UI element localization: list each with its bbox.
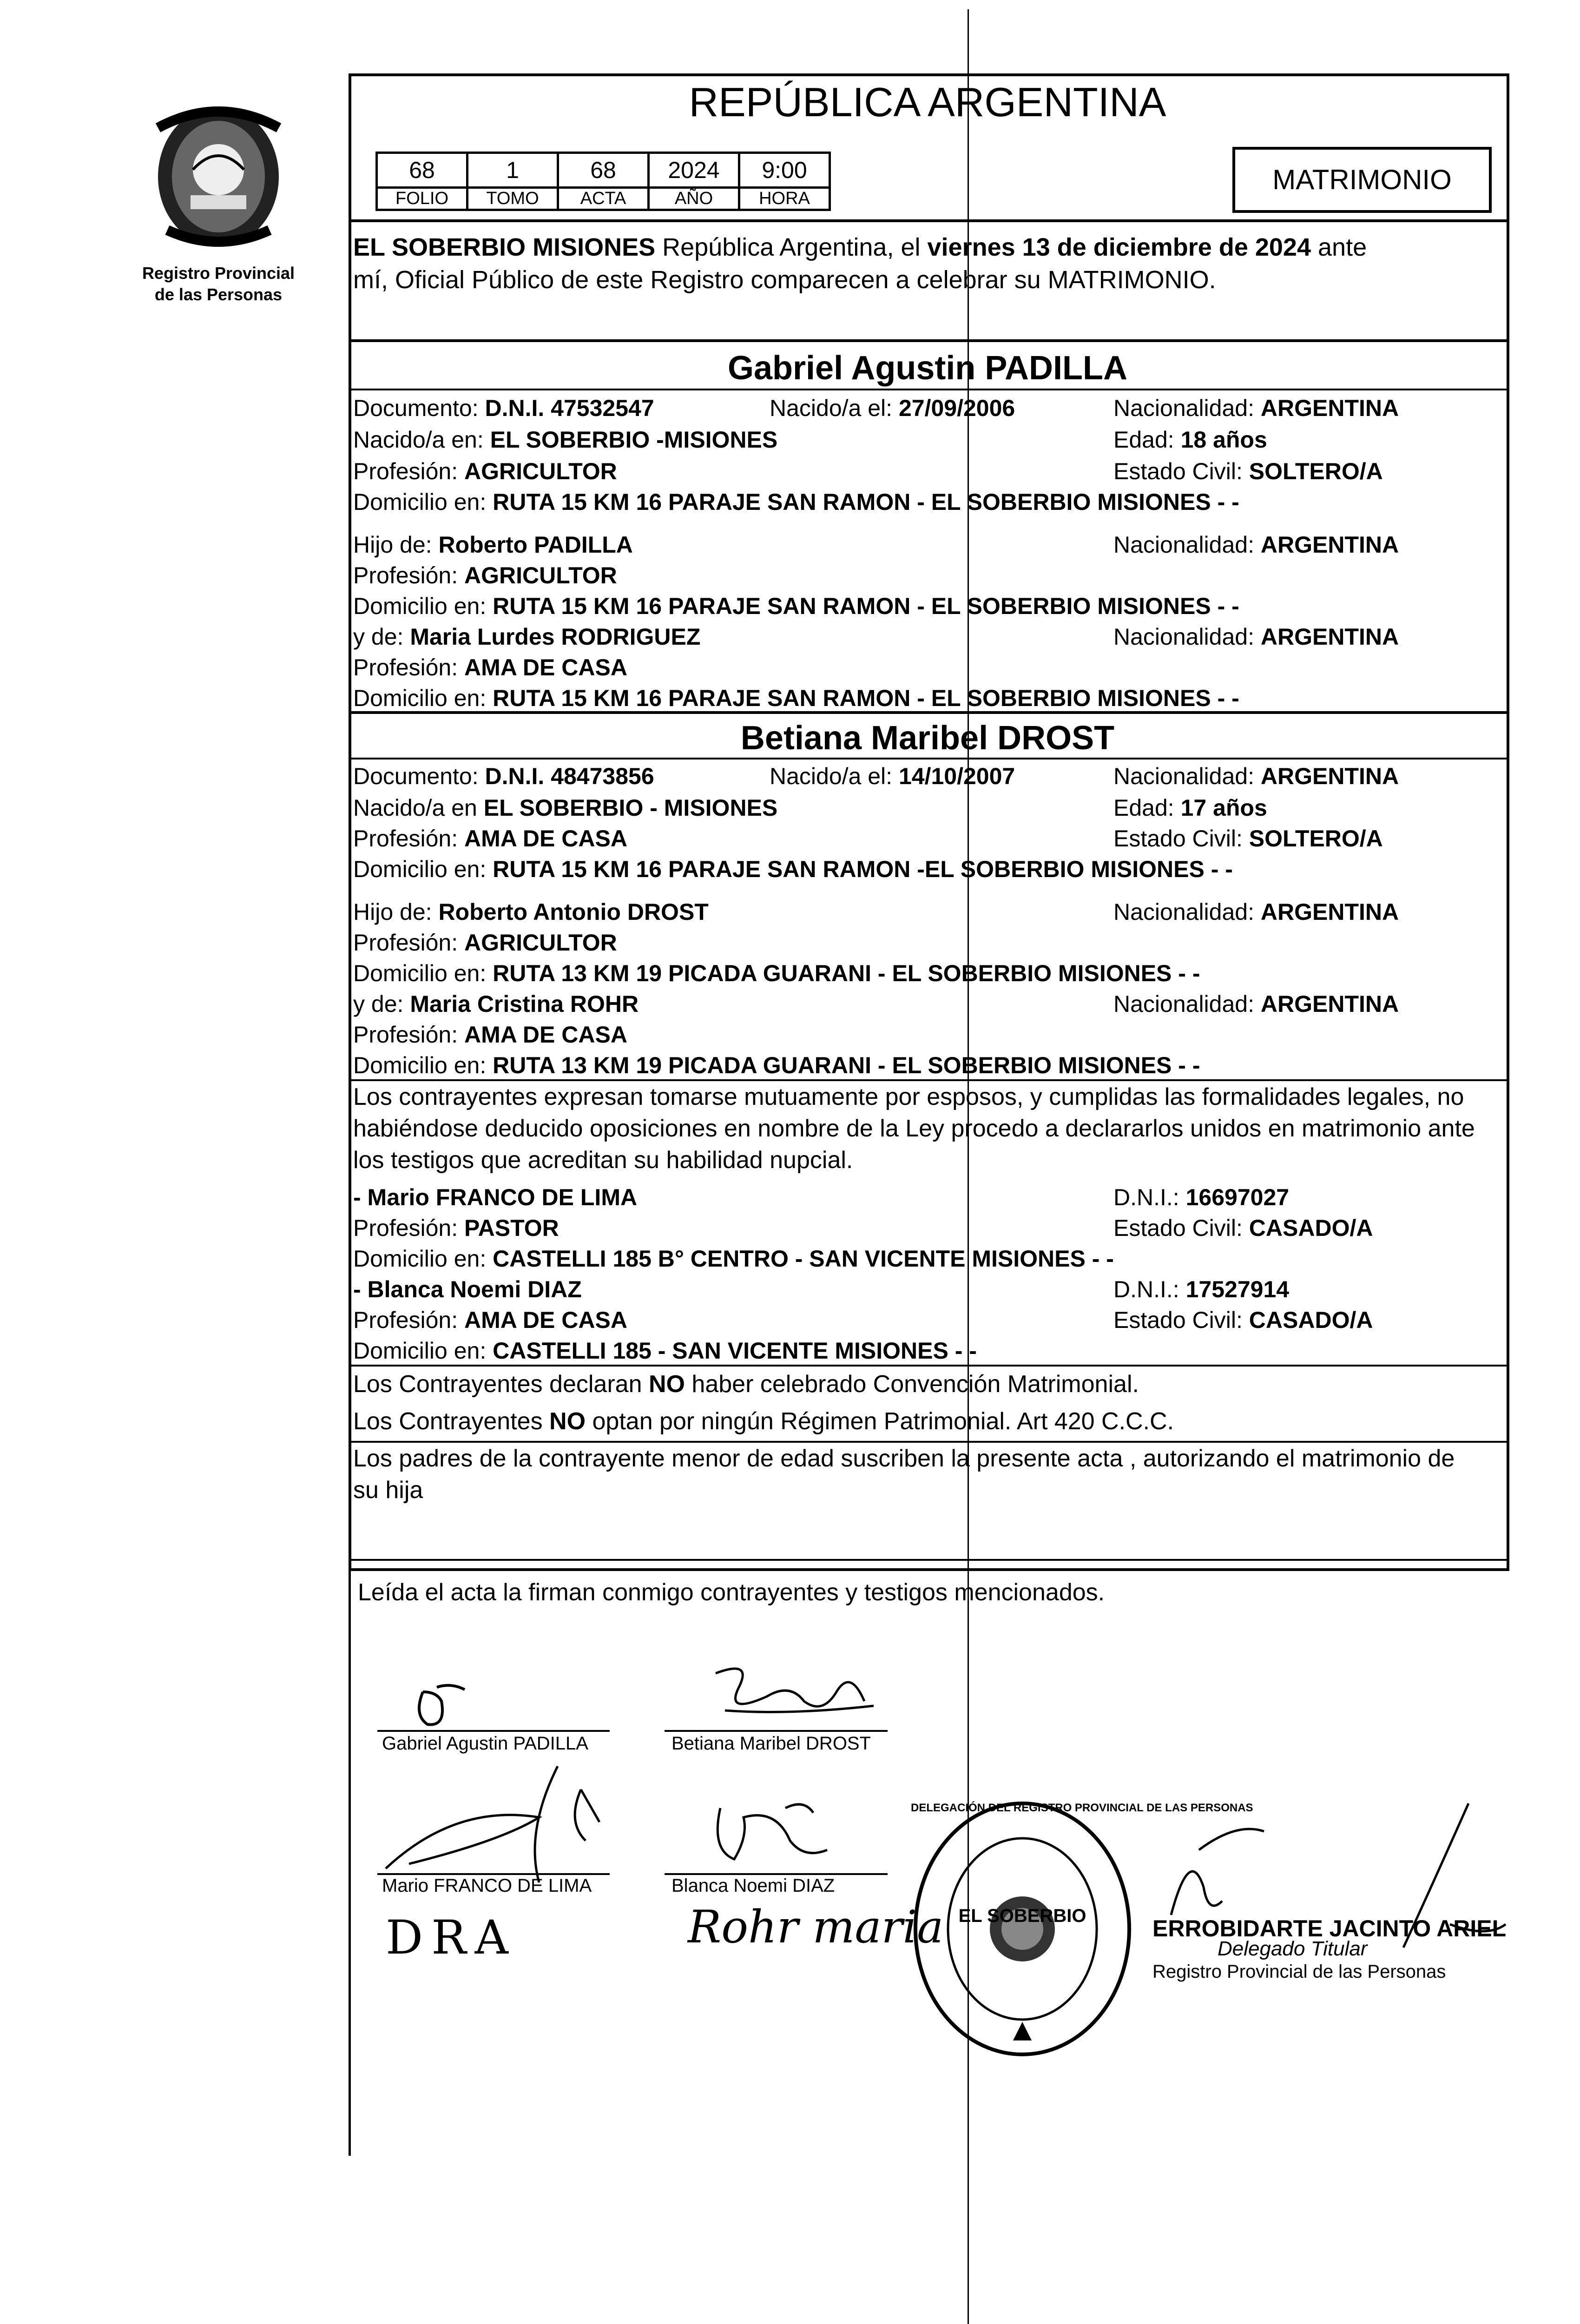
bride-nat-label: Nacionalidad: [1113, 763, 1254, 789]
intro-date: viernes 13 de diciembre de 2024 [927, 233, 1311, 261]
groom-born-in: EL SOBERBIO -MISIONES [490, 427, 778, 453]
folio-value: 68 [377, 153, 467, 188]
official-title: Delegado Titular [1218, 1937, 1368, 1960]
witness1-job-label: Profesión: [353, 1215, 458, 1241]
groom-father-addr-label: Domicilio en: [353, 593, 487, 619]
closing-top-divider [349, 1559, 1507, 1561]
groom-age: 18 años [1180, 427, 1267, 453]
acta-value: 68 [558, 153, 649, 188]
bride-addr: RUTA 15 KM 16 PARAJE SAN RAMON -EL SOBERBIO MISIONES - - [493, 856, 1233, 882]
intro-place: EL SOBERBIO MISIONES [353, 233, 656, 261]
regime-no1: NO [648, 1371, 685, 1398]
registry-label [125, 263, 311, 305]
witness1-civil-label: Estado Civil: [1113, 1215, 1243, 1241]
groom-mother-job-label: Profesión: [353, 654, 458, 680]
bride-mother: Maria Cristina ROHR [410, 991, 639, 1017]
witness1-signature [362, 1748, 688, 1887]
bride-born-in-label: Nacido/a en [353, 795, 477, 821]
witness2-dni-row [1113, 1275, 1289, 1303]
bride-born-in-row [353, 794, 777, 822]
bride-father: Roberto Antonio DROST [438, 899, 709, 925]
bride-mother-addr-label: Domicilio en: [353, 1052, 487, 1078]
bride-born-in: EL SOBERBIO - MISIONES [483, 795, 778, 821]
province-seal-icon [139, 100, 297, 253]
anio-value: 2024 [649, 153, 739, 188]
witness1-dni-label: D.N.I.: [1113, 1184, 1179, 1210]
groom-job-row [353, 457, 617, 485]
bride-civil-label: Estado Civil: [1113, 825, 1243, 852]
parents-note-line1: Los padres de la contrayente menor de edad suscriben la presente acta , autorizando el matrimonio de [353, 1445, 1455, 1472]
bride-born-on-label: Nacido/a el: [770, 763, 893, 789]
witness1-addr: CASTELLI 185 B° CENTRO - SAN VICENTE MISIONES - - [493, 1246, 1114, 1272]
groom-father-job-label: Profesión: [353, 562, 458, 588]
bride-mother-job: AMA DE CASA [464, 1022, 627, 1048]
acta-label: ACTA [558, 188, 649, 210]
groom-civil-row [1113, 457, 1383, 485]
groom-job-label: Profesión: [353, 458, 458, 484]
groom-father-job: AGRICULTOR [464, 562, 617, 588]
bride-mother-label: y de: [353, 991, 404, 1017]
bride-job-row [353, 825, 627, 852]
groom-addr-row [353, 488, 1239, 516]
witness2-dni-label: D.N.I.: [1113, 1276, 1179, 1302]
witness2-name: - Blanca Noemi DIAZ [353, 1276, 582, 1302]
hora-value: 9:00 [739, 153, 830, 188]
bride-top-divider [349, 711, 1507, 714]
witness1-job-row [353, 1214, 559, 1242]
groom-born-in-row [353, 426, 777, 454]
regime-pre2: Los Contrayentes [353, 1408, 543, 1435]
witness2-addr-row [353, 1337, 977, 1365]
groom-father-label: Hijo de: [353, 532, 432, 558]
witness2-dni: 17527914 [1185, 1276, 1290, 1302]
groom-born-on-label: Nacido/a el: [770, 395, 893, 421]
registry-stamp [911, 1799, 1253, 2059]
regime-line1-post: haber celebrado Convención Matrimonial. [691, 1371, 1139, 1398]
witness1-dni: 16697027 [1185, 1184, 1290, 1210]
bride-job: AMA DE CASA [464, 825, 627, 852]
witness1-name: - Mario FRANCO DE LIMA [353, 1184, 638, 1210]
witness2-civil-row [1113, 1306, 1373, 1334]
groom-age-row [1113, 426, 1267, 454]
groom-mother-addr: RUTA 15 KM 16 PARAJE SAN RAMON - EL SOBERBIO MISIONES - - [493, 685, 1239, 711]
groom-signature [409, 1673, 474, 1734]
stamp-ring-text: DELEGACIÓN DEL REGISTRO PROVINCIAL DE LAS PERSONAS [911, 1802, 1253, 1814]
witness1-dni-row [1113, 1183, 1289, 1211]
header-divider [349, 219, 1507, 222]
bride-mother-nat-label: Nacionalidad: [1113, 991, 1254, 1017]
groom-mother-row [353, 623, 700, 651]
bride-father-job-label: Profesión: [353, 930, 458, 956]
bride-born-on: 14/10/2007 [898, 763, 1015, 789]
groom-born-in-label: Nacido/a en: [353, 427, 484, 453]
bride-job-label: Profesión: [353, 825, 458, 852]
declaration-line2: habiéndose deducido oposiciones en nombre de la Ley procedo a declararlos unidos en matrimonio ante [353, 1115, 1475, 1142]
declaration-top-divider [349, 1079, 1507, 1081]
closing-line: Leída el acta la firman conmigo contrayentes y testigos mencionados. [358, 1579, 1105, 1606]
groom-father-addr-row [353, 592, 1239, 620]
declaration-line3: los testigos que acreditan su habilidad nupcial. [353, 1147, 853, 1174]
bride-age-label: Edad: [1113, 795, 1174, 821]
tomo-label: TOMO [467, 188, 558, 210]
registry-label-line1: Registro Provincial [142, 264, 295, 283]
handwritten-rohr: Rohr maria [688, 1901, 944, 1953]
hora-label: HORA [739, 188, 830, 210]
intro-text-b: ante [1318, 233, 1367, 261]
groom-mother-job-row [353, 654, 627, 681]
bride-father-label: Hijo de: [353, 899, 432, 925]
bride-nat-row [1113, 762, 1399, 790]
bride-mother-job-row [353, 1021, 627, 1049]
groom-mother-job: AMA DE CASA [464, 654, 627, 680]
groom-father-row [353, 531, 633, 559]
bride-doc-row [353, 762, 654, 790]
bride-father-job-row [353, 929, 617, 957]
groom-mother-addr-label: Domicilio en: [353, 685, 487, 711]
intro-line2: mí, Oficial Público de este Registro comparecen a celebrar su MATRIMONIO. [353, 266, 1216, 294]
act-type-badge: MATRIMONIO [1232, 147, 1492, 213]
bride-mother-nat-row [1113, 990, 1399, 1018]
official-name: ERROBIDARTE JACINTO ARIEL [1152, 1915, 1507, 1941]
witness1-addr-row [353, 1245, 1114, 1273]
groom-addr: RUTA 15 KM 16 PARAJE SAN RAMON - EL SOBERBIO MISIONES - - [493, 489, 1239, 515]
tomo-value: 1 [467, 153, 558, 188]
parents-note-line2: su hija [353, 1477, 423, 1504]
groom-civil: SOLTERO/A [1249, 458, 1383, 484]
witness2-civil-label: Estado Civil: [1113, 1307, 1243, 1333]
groom-born-on: 27/09/2006 [898, 395, 1015, 421]
bride-father-nat-row [1113, 898, 1399, 926]
bride-father-job: AGRICULTOR [464, 930, 617, 956]
witness2-job: AMA DE CASA [464, 1307, 627, 1333]
groom-born-on-row [770, 394, 1015, 422]
groom-name-divider [349, 389, 1507, 390]
groom-doc-row [353, 394, 654, 422]
parents-top-divider [349, 1441, 1507, 1443]
groom-father-nat-row [1113, 531, 1399, 559]
regime-top-divider [349, 1365, 1507, 1367]
groom-mother-addr-row [353, 684, 1239, 712]
bride-father-nat: ARGENTINA [1260, 899, 1399, 925]
bride-doc: D.N.I. 48473856 [485, 763, 654, 789]
bride-mother-row [353, 990, 639, 1018]
groom-nat: ARGENTINA [1260, 395, 1399, 421]
witness1-civil-row [1113, 1214, 1373, 1242]
regime-line2-post: optan por ningún Régimen Patrimonial. Art 420 C.C.C. [592, 1408, 1174, 1435]
groom-father: Roberto PADILLA [438, 532, 633, 558]
groom-nat-row [1113, 394, 1399, 422]
groom-doc: D.N.I. 47532547 [485, 395, 654, 421]
registry-label-line2: de las Personas [154, 285, 283, 304]
official-org: Registro Provincial de las Personas [1152, 1961, 1446, 1982]
declaration-line1: Los contrayentes expresan tomarse mutuamente por esposos, y cumplidas las formalidades legales, no [353, 1083, 1464, 1110]
regime-line2 [353, 1407, 1174, 1435]
groom-father-addr: RUTA 15 KM 16 PARAJE SAN RAMON - EL SOBERBIO MISIONES - - [493, 593, 1239, 619]
closing-left-border [349, 1561, 351, 2156]
bride-signature [697, 1645, 883, 1734]
bride-born-on-row [770, 762, 1015, 790]
handwritten-dra: DRA [386, 1910, 517, 1965]
witness1-civil: CASADO/A [1249, 1215, 1373, 1241]
regime-pre1: Los Contrayentes declaran [353, 1371, 642, 1398]
bride-father-nat-label: Nacionalidad: [1113, 899, 1254, 925]
groom-mother-nat: ARGENTINA [1260, 624, 1399, 650]
witness2-job-label: Profesión: [353, 1307, 458, 1333]
groom-signature-label: Gabriel Agustin PADILLA [382, 1733, 588, 1754]
bride-signature-label: Betiana Maribel DROST [672, 1733, 871, 1754]
bride-civil: SOLTERO/A [1249, 825, 1383, 852]
bride-mother-addr-row [353, 1051, 1200, 1079]
regime-line1 [353, 1370, 1139, 1398]
bride-mother-addr: RUTA 13 KM 19 PICADA GUARANI - EL SOBERBIO MISIONES - - [493, 1052, 1200, 1078]
groom-addr-label: Domicilio en: [353, 489, 487, 515]
bride-father-addr-row [353, 959, 1200, 987]
anio-label: AÑO [649, 188, 739, 210]
page-title: REPÚBLICA ARGENTINA [689, 79, 1166, 125]
folio-label: FOLIO [377, 188, 467, 210]
groom-top-divider [349, 339, 1507, 342]
regime-no2: NO [549, 1408, 586, 1435]
bride-mother-job-label: Profesión: [353, 1022, 458, 1048]
bride-mother-nat: ARGENTINA [1260, 991, 1399, 1017]
intro-line1 [353, 233, 1367, 261]
groom-nat-label: Nacionalidad: [1113, 395, 1254, 421]
bride-doc-label: Documento: [353, 763, 479, 789]
witness2-civil: CASADO/A [1249, 1307, 1373, 1333]
witness2-job-row [353, 1306, 627, 1334]
bride-age-row [1113, 794, 1267, 822]
groom-mother-label: y de: [353, 624, 404, 650]
witness2-signature-label: Blanca Noemi DIAZ [672, 1875, 835, 1896]
bride-age: 17 años [1180, 795, 1267, 821]
stamp-center-text: EL SOBERBIO [958, 1906, 1086, 1926]
groom-mother-nat-row [1113, 623, 1399, 651]
bride-addr-label: Domicilio en: [353, 856, 487, 882]
witness2-addr: CASTELLI 185 - SAN VICENTE MISIONES - - [493, 1338, 977, 1364]
intro-text-a: República Argentina, el [662, 233, 921, 261]
groom-age-label: Edad: [1113, 427, 1174, 453]
groom-doc-label: Documento: [353, 395, 479, 421]
bride-addr-row [353, 855, 1233, 883]
groom-father-nat-label: Nacionalidad: [1113, 532, 1254, 558]
groom-father-job-row [353, 561, 617, 589]
groom-civil-label: Estado Civil: [1113, 458, 1243, 484]
bride-name-divider [349, 758, 1507, 759]
bride-nat: ARGENTINA [1260, 763, 1399, 789]
witness1-job: PASTOR [464, 1215, 559, 1241]
witness1-signature-label: Mario FRANCO DE LIMA [382, 1875, 592, 1896]
bride-civil-row [1113, 825, 1383, 852]
groom-job: AGRICULTOR [464, 458, 617, 484]
witness1-addr-label: Domicilio en: [353, 1246, 487, 1272]
bride-father-addr-label: Domicilio en: [353, 960, 487, 986]
groom-name: Gabriel Agustin PADILLA [727, 350, 1128, 387]
register-table [375, 152, 831, 211]
witness2-signature [674, 1789, 906, 1882]
bride-name: Betiana Maribel DROST [740, 720, 1115, 757]
witness2-addr-label: Domicilio en: [353, 1338, 487, 1364]
groom-mother: Maria Lurdes RODRIGUEZ [410, 624, 701, 650]
bride-father-addr: RUTA 13 KM 19 PICADA GUARANI - EL SOBERBIO MISIONES - - [493, 960, 1200, 986]
groom-father-nat: ARGENTINA [1260, 532, 1399, 558]
bride-father-row [353, 898, 709, 926]
groom-mother-nat-label: Nacionalidad: [1113, 624, 1254, 650]
